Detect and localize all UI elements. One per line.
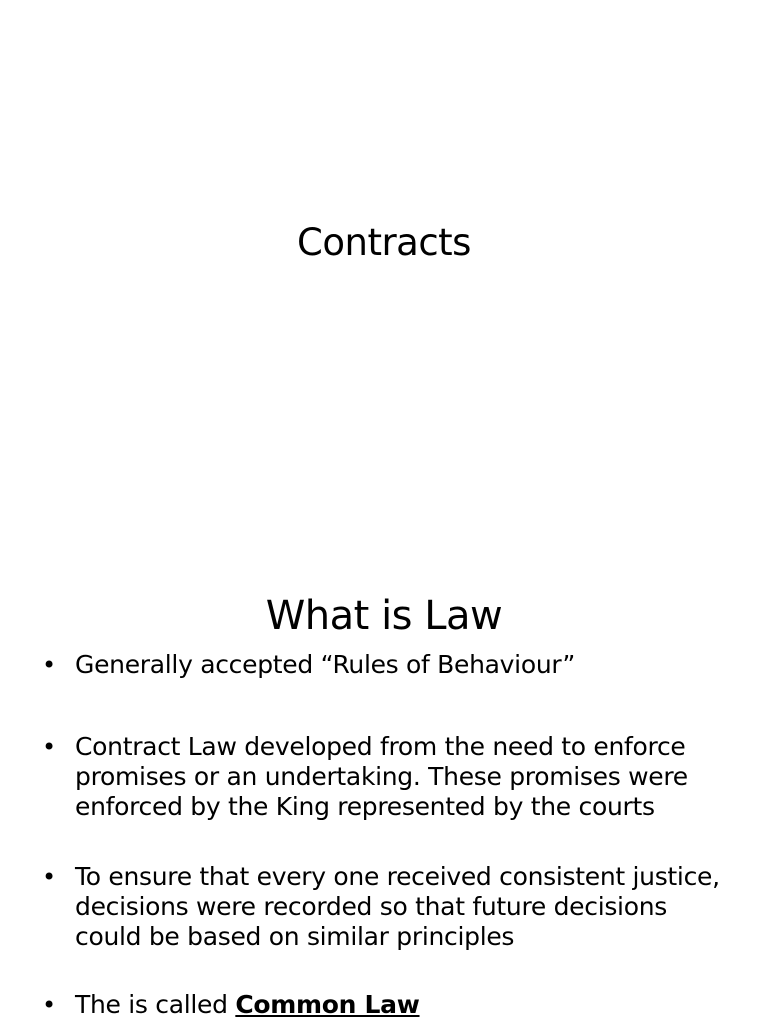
common-law-term: Common Law	[235, 990, 420, 1019]
bullet-icon: •	[42, 863, 57, 891]
bullet-text: To ensure that every one received consistent justice, decisions were recorded so that future decisions could be based on similar principles	[75, 862, 720, 951]
slide-title: What is Law	[265, 593, 503, 639]
bullet-icon: •	[42, 991, 57, 1019]
bullet-text-prefix: The is called	[75, 990, 236, 1019]
slide-title: Contracts	[297, 221, 471, 264]
bullet-icon: •	[42, 651, 57, 679]
bullet-text	[75, 990, 735, 1020]
bullet-icon: •	[42, 733, 57, 761]
bullet-text: Generally accepted “Rules of Behaviour”	[75, 650, 576, 679]
slide-2	[0, 520, 768, 1024]
bullet-text: Contract Law developed from the need to enforce promises or an undertaking. These promises were enforced by the King represented by the courts	[75, 732, 688, 821]
